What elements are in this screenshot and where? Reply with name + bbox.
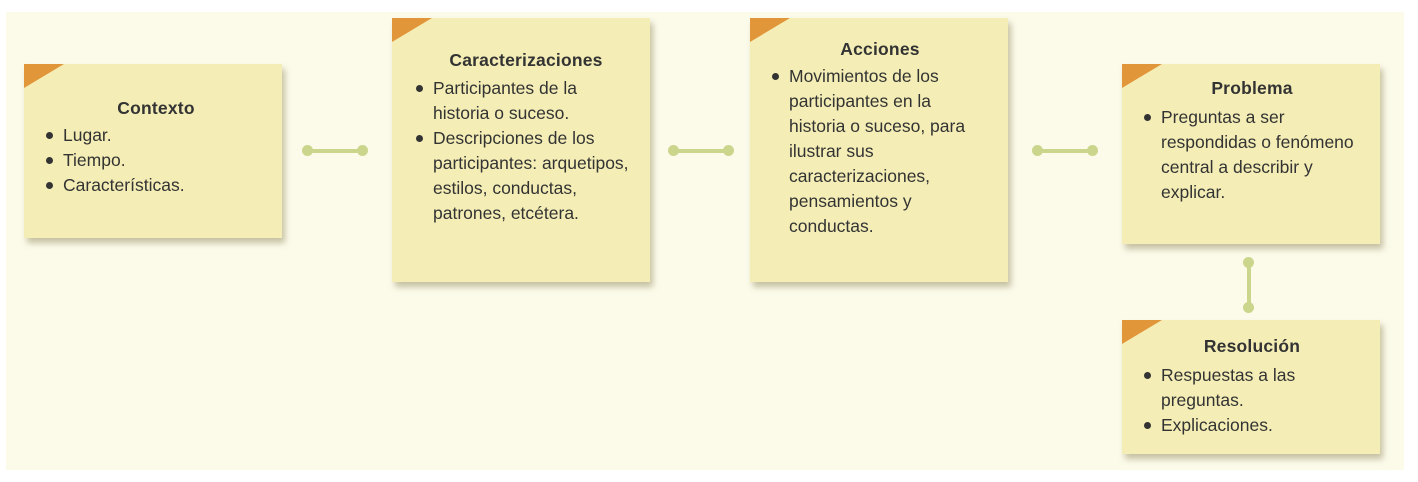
connector-line (1037, 149, 1093, 153)
box-contexto (24, 64, 282, 238)
connector-line (307, 149, 363, 153)
list-item: Descripciones de los participantes: arquetipos, estilos, conductas, patrones, etcétera. (414, 126, 638, 226)
connector-dot (723, 145, 734, 156)
connector-dot (668, 145, 679, 156)
corner-tab (392, 18, 432, 42)
box-list (770, 64, 990, 239)
box-resolucion (1122, 320, 1380, 454)
list-item: Preguntas a ser respondidas o fenómeno central a describir y explicar. (1142, 105, 1362, 205)
connector-acciones-problema (1032, 146, 1098, 156)
corner-tab (1122, 320, 1162, 344)
connector-dot (357, 145, 368, 156)
list-item: Respuestas a las preguntas. (1142, 363, 1362, 413)
box-list (44, 123, 268, 198)
list-item: Lugar. (44, 123, 268, 148)
connector-contexto-caracterizaciones (302, 146, 368, 156)
connector-line (673, 149, 729, 153)
connector-dot (302, 145, 313, 156)
box-problema (1122, 64, 1380, 244)
connector-dot (1032, 145, 1043, 156)
box-acciones (750, 18, 1008, 282)
list-item: Movimientos de los participantes en la historia o suceso, para ilustrar sus caracterizaciones, pensamientos y conductas. (770, 64, 990, 239)
corner-tab (1122, 64, 1162, 88)
list-item: Explicaciones. (1142, 413, 1362, 438)
connector-dot (1243, 257, 1254, 268)
connector-caracterizaciones-acciones (668, 146, 734, 156)
connector-problema-resolucion (1244, 257, 1254, 313)
connector-dot (1087, 145, 1098, 156)
box-caracterizaciones (392, 18, 650, 282)
box-title: Resolución (1203, 336, 1301, 356)
list-item: Tiempo. (44, 148, 268, 173)
box-title: Caracterizaciones (449, 50, 603, 70)
connector-dot (1243, 302, 1254, 313)
box-list (1142, 363, 1362, 438)
box-title: Contexto (117, 98, 195, 118)
box-title: Acciones (840, 39, 920, 59)
box-title: Problema (1211, 78, 1293, 98)
box-list (1142, 105, 1362, 205)
list-item: Características. (44, 173, 268, 198)
corner-tab (750, 18, 790, 42)
box-list (414, 76, 638, 226)
corner-tab (24, 64, 64, 88)
list-item: Participantes de la historia o suceso. (414, 76, 638, 126)
diagram-canvas (6, 12, 1404, 470)
